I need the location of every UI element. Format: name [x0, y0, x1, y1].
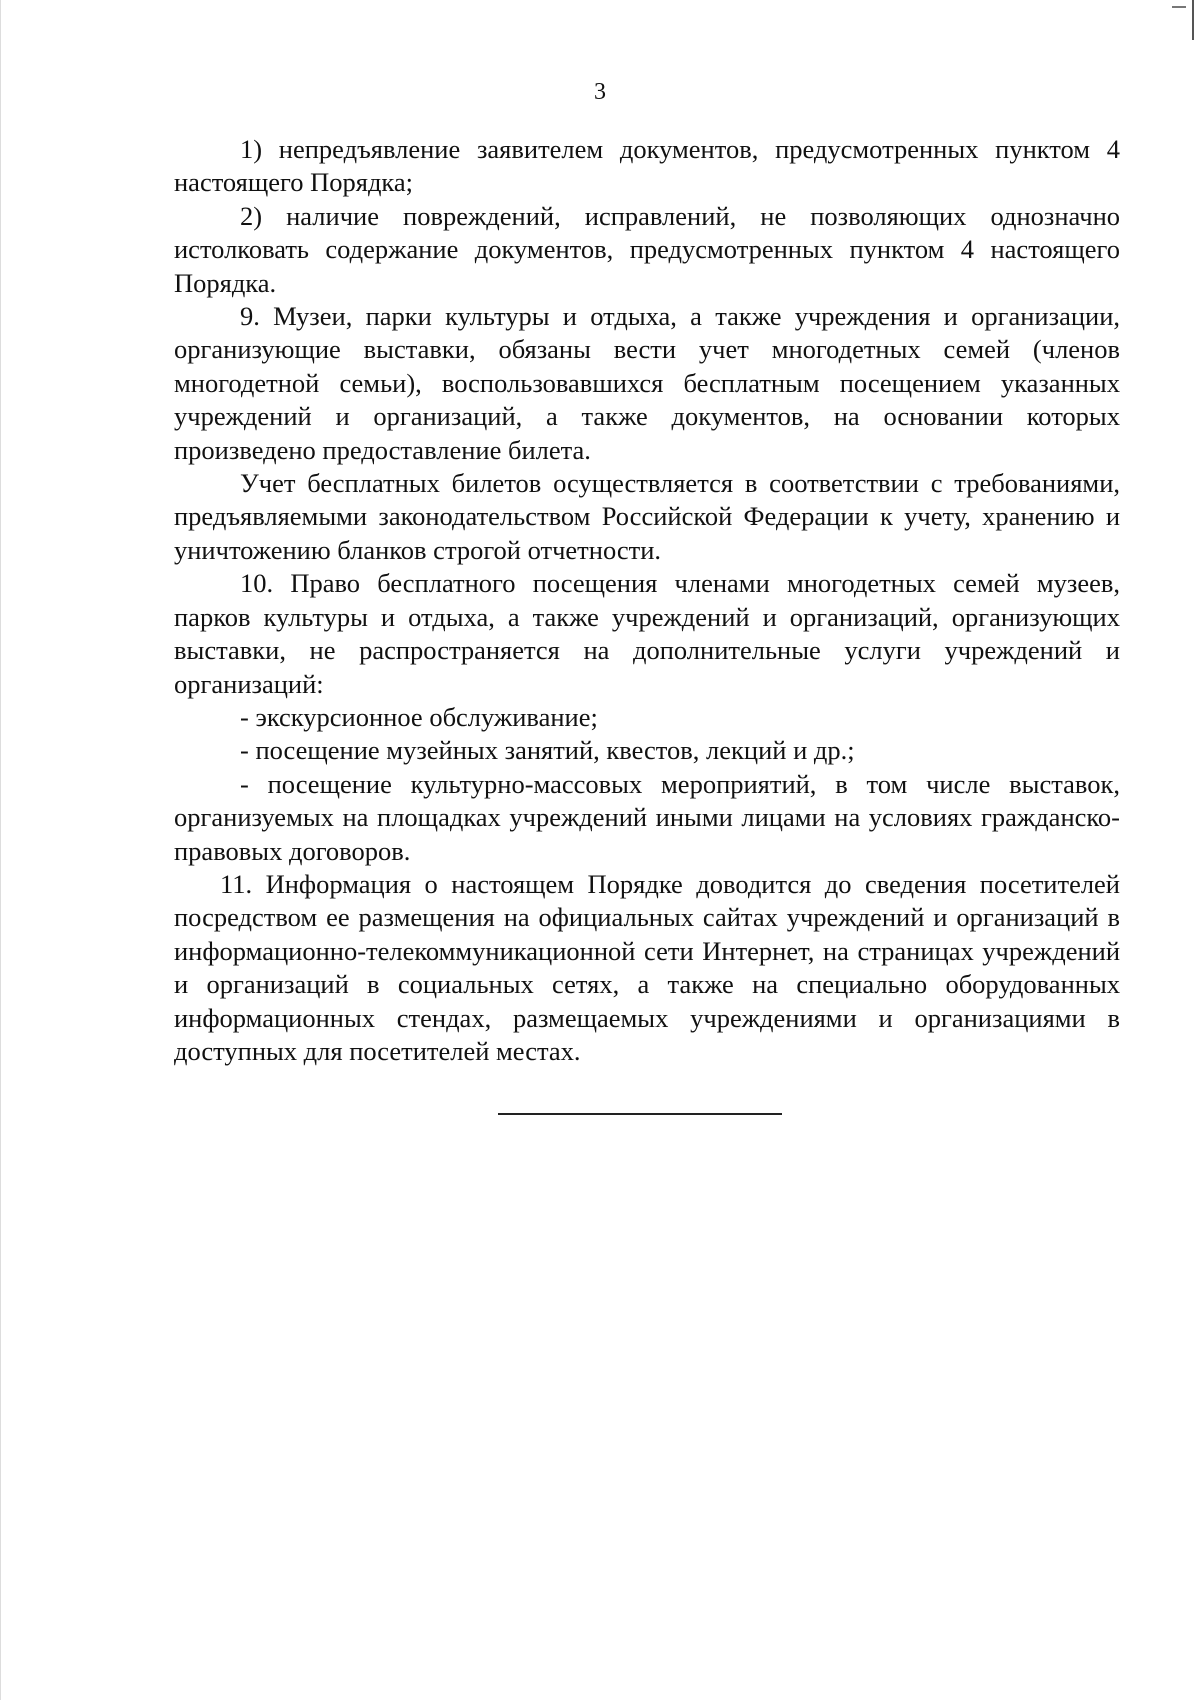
paragraph-clause-10: 10. Право бесплатного посещения членами многодетных семей музеев, парков культуры и отдыха, а также учреждений и организаций, организующих выставки, не распространяется на дополнительные услуги учреждений и организаций:: [174, 568, 1120, 699]
scan-edge-mark: [1192, 0, 1194, 40]
document-body: [174, 133, 1120, 1068]
paragraph-item-2: 2) наличие повреждений, исправлений, не позволяющих однозначно истолковать содержание документов, предусмотренных пунктом 4 настоящего Порядка.: [174, 200, 1120, 298]
list-item-excursion: - экскурсионное обслуживание;: [240, 701, 598, 732]
scan-edge-mark-top: [1172, 6, 1186, 8]
page-number: 3: [594, 79, 606, 105]
paragraph-clause-11: 11. Информация о настоящем Порядке доводится до сведения посетителей посредством ее размещения на официальных сайтах учреждений и организаций в информационно-телекоммуникационной сети Интернет, на страницах учреждений и организаций в социальных сетях, а также на специально оборудованных информационных стендах, размещаемых учреждениями и организациями в доступных для посетителей местах.: [174, 868, 1120, 1066]
list-item-cultural-events: - посещение культурно-массовых мероприятий, в том числе выставок, организуемых на площадках учреждений иными лицами на условиях гражданско-правовых договоров.: [174, 768, 1120, 866]
scan-edge-left: [0, 0, 1, 1700]
paragraph-item-1: 1) непредъявление заявителем документов, предусмотренных пунктом 4 настоящего Порядка;: [174, 134, 1120, 198]
paragraph-ticket-accounting: Учет бесплатных билетов осуществляется в соответствии с требованиями, предъявляемыми законодательством Российской Федерации к учету, хранению и уничтожению бланков строгой отчетности.: [174, 468, 1120, 565]
paragraph-clause-9: 9. Музеи, парки культуры и отдыха, а также учреждения и организации, организующие выставки, обязаны вести учет многодетных семей (членов многодетной семьи), воспользовавшихся бесплатным посещением указанных учреждений и организаций, а также документов, на основании которых произведено предоставление билета.: [174, 301, 1120, 465]
end-of-document-rule: [498, 1113, 782, 1115]
list-item-museum-classes: - посещение музейных занятий, квестов, лекций и др.;: [240, 735, 855, 766]
